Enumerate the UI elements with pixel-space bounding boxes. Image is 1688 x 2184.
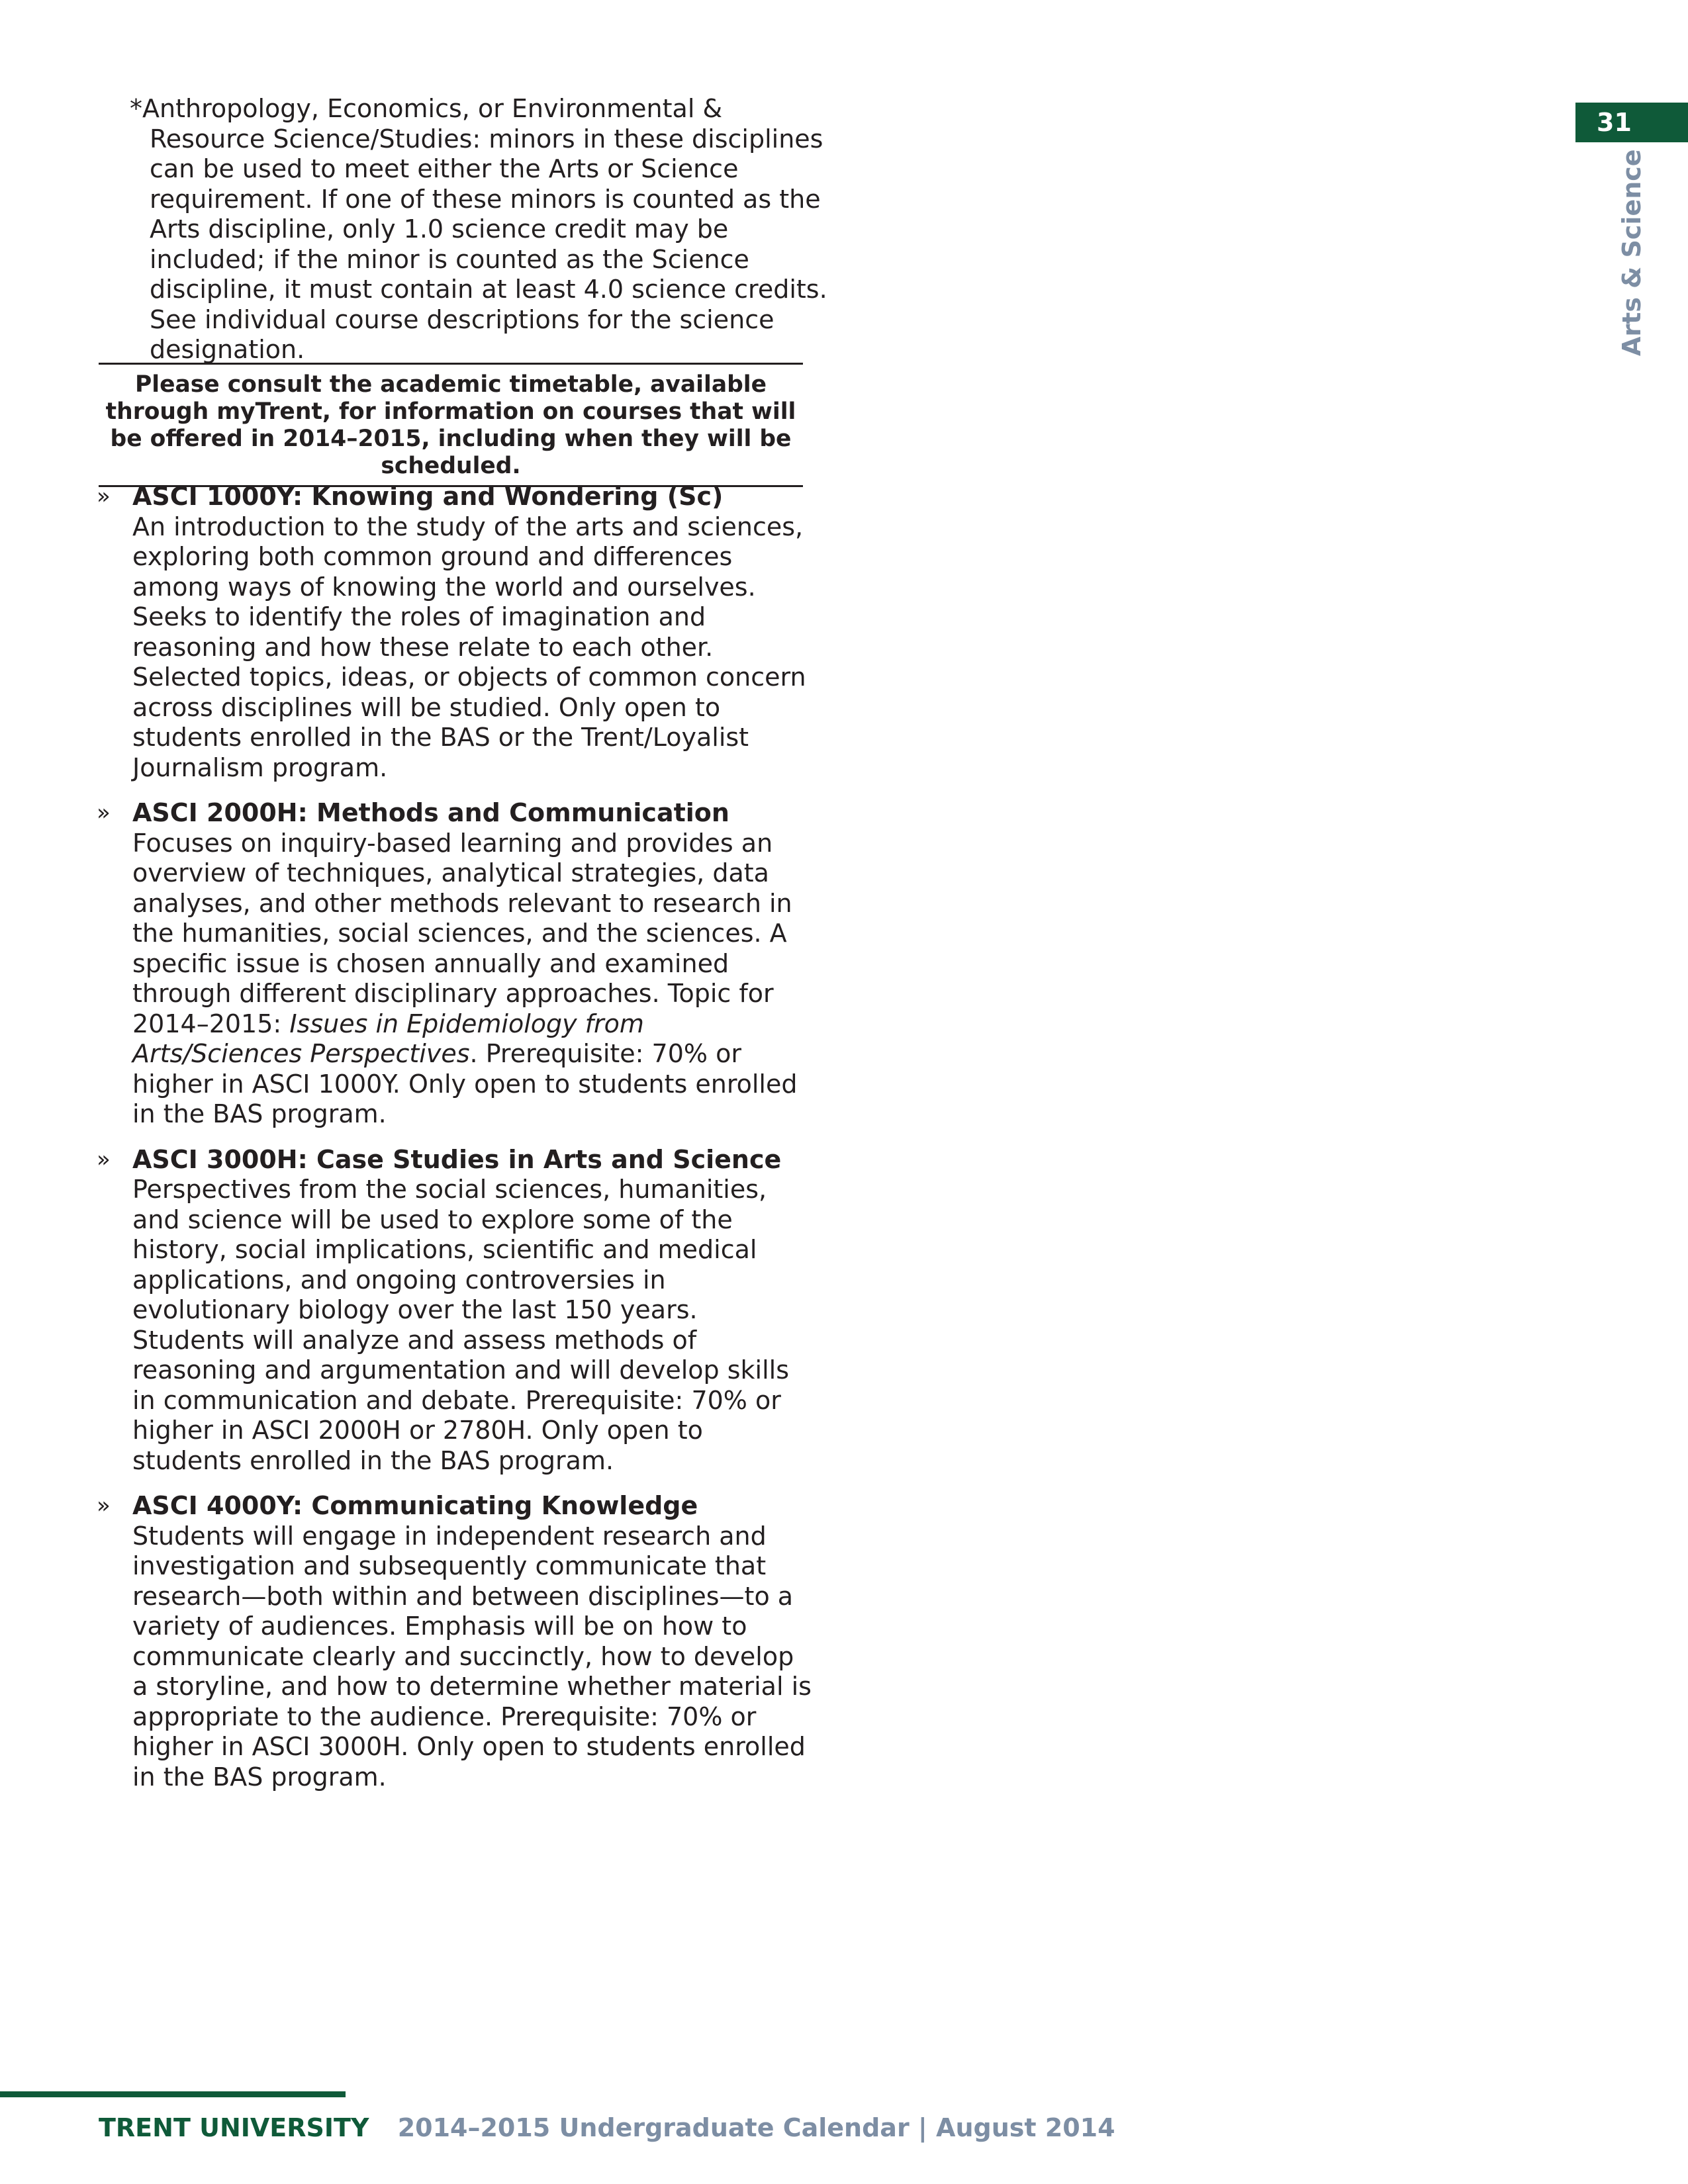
- footer-divider: [0, 2091, 346, 2097]
- course-title: ASCI 1000Y: Knowing and Wondering (Sc): [132, 482, 724, 511]
- footnote-text: Anthropology, Economics, or Environmental & Resource Science/Studies: minors in these disciplines can be used to meet either the Arts or Science requirement. If one of these minors is counted as the Arts discipline, only 1.0 science credit may be included; if the minor is counted as the Science discipline, it must contain at least 4.0 science credits. See individual course descriptions for the science designation.: [142, 94, 827, 364]
- course-description: Students will engage in independent research and investigation and subsequently communicate that research—both within and between disciplines—to a variety of audiences. Emphasis will be on how to communicate clearly and succinctly, how to develop a storyline, and how to determine whether material is appropriate to the audience. Prerequisite: 70% or higher in ASCI 3000H. Only open to students enrolled in the BAS program.: [132, 1521, 812, 1792]
- course-entry: [97, 1491, 814, 1792]
- footer-calendar: 2014–2015 Undergraduate Calendar | August 2014: [397, 2113, 1115, 2142]
- course-list: [97, 482, 814, 1807]
- footnote-marker: *: [130, 94, 142, 123]
- course-description: Perspectives from the social sciences, humanities, and science will be used to explore some of the history, social implications, scientific and medical applications, and ongoing controversies in evolutionary biology over the last 150 years. Students will analyze and assess methods of reasoning and argumentation and will develop skills in communication and debate. Prerequisite: 70% or higher in ASCI 2000H or 2780H. Only open to students enrolled in the BAS program.: [132, 1175, 790, 1475]
- course-entry: [97, 1144, 814, 1477]
- course-description-text: Focuses on inquiry-based learning and provides an overview of techniques, analytical strategies, data analyses, and other methods relevant to research in the humanities, social sciences, and the sciences. A specific issue is chosen annually and examined through different disciplinary approaches. Topic for 2014–2015:: [132, 828, 792, 1038]
- chevron-bullet-icon: »: [97, 483, 111, 510]
- timetable-notice: Please consult the academic timetable, available through myTrent, for information on courses that will be offered in 2014–2015, including when they will be scheduled.: [99, 363, 803, 487]
- section-label: Arts & Science: [1617, 149, 1646, 356]
- course-topic: Issues in Epidemiology from Arts/Sciences Perspectives: [132, 1009, 644, 1068]
- footer-university: TRENT UNIVERSITY: [99, 2113, 369, 2142]
- chevron-bullet-icon: »: [97, 1146, 111, 1173]
- footnote: [130, 94, 845, 365]
- chevron-bullet-icon: »: [97, 1492, 111, 1519]
- course-title: ASCI 3000H: Case Studies in Arts and Science: [132, 1144, 782, 1174]
- course-entry: [97, 798, 814, 1130]
- course-description: [132, 829, 814, 1130]
- course-title: ASCI 4000Y: Communicating Knowledge: [132, 1491, 698, 1520]
- course-entry: [97, 482, 814, 783]
- course-title: ASCI 2000H: Methods and Communication: [132, 798, 729, 827]
- page-footer: [99, 2111, 1115, 2144]
- course-description: An introduction to the study of the arts and sciences, exploring both common ground and differences among ways of knowing the world and ourselves. Seeks to identify the roles of imagination and reasoning and how these relate to each other. Selected topics, ideas, or objects of common concern across disciplines will be studied. Only open to students enrolled in the BAS or the Trent/Loyalist Journalism program.: [132, 512, 806, 782]
- chevron-bullet-icon: »: [97, 799, 111, 826]
- course-description-rest: . Prerequisite: 70% or higher in ASCI 1000Y. Only open to students enrolled in the BAS program.: [132, 1039, 798, 1128]
- page-number-tab: 31: [1575, 103, 1688, 142]
